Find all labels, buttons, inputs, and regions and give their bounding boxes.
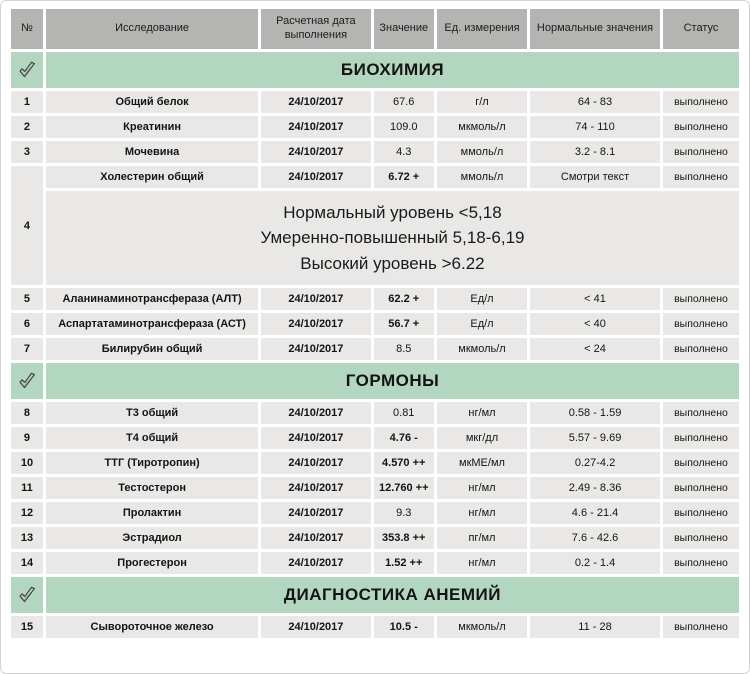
units: ммоль/л: [437, 166, 527, 188]
test-name: Креатинин: [46, 116, 258, 138]
table-row: [11, 477, 739, 499]
comment-line: Нормальный уровень <5,18: [283, 202, 502, 222]
row-number: 13: [11, 527, 43, 549]
table-row: [11, 427, 739, 449]
units: нг/мл: [437, 502, 527, 524]
status-label: выполнено: [663, 616, 739, 638]
table-row: [11, 116, 739, 138]
units: нг/мл: [437, 552, 527, 574]
status-label: выполнено: [663, 338, 739, 360]
check-icon: [17, 371, 37, 391]
column-header-units: Ед. измерения: [437, 9, 527, 49]
row-number: 10: [11, 452, 43, 474]
result-value: 4.3: [374, 141, 434, 163]
status-label: выполнено: [663, 502, 739, 524]
table-row: [11, 166, 739, 188]
normal-range: < 24: [530, 338, 660, 360]
status-label: выполнено: [663, 552, 739, 574]
normal-range: < 40: [530, 313, 660, 335]
result-value: 12.760 ++: [374, 477, 434, 499]
status-label: выполнено: [663, 452, 739, 474]
normal-range: < 41: [530, 288, 660, 310]
status-label: выполнено: [663, 91, 739, 113]
row-number: 6: [11, 313, 43, 335]
status-label: выполнено: [663, 166, 739, 188]
table-row: [11, 313, 739, 335]
column-header-normal: Нормальные значения: [530, 9, 660, 49]
test-name: Сывороточное железо: [46, 616, 258, 638]
test-name: Холестерин общий: [46, 166, 258, 188]
units: мкмоль/л: [437, 616, 527, 638]
row-number: 11: [11, 477, 43, 499]
section-check-cell: [11, 52, 43, 88]
column-header-date: Расчетная дата выполнения: [261, 9, 370, 49]
normal-range: 2.49 - 8.36: [530, 477, 660, 499]
normal-range: 0.27-4.2: [530, 452, 660, 474]
check-icon: [17, 585, 37, 605]
test-name: ТТГ (Тиротропин): [46, 452, 258, 474]
status-label: выполнено: [663, 141, 739, 163]
table-row: [11, 552, 739, 574]
comment-line: Высокий уровень >6.22: [300, 253, 485, 273]
table-body: [11, 52, 739, 638]
table-row: [11, 338, 739, 360]
result-value: 109.0: [374, 116, 434, 138]
result-date: 24/10/2017: [261, 502, 370, 524]
status-label: выполнено: [663, 288, 739, 310]
table-header: [11, 9, 739, 49]
row-number: 2: [11, 116, 43, 138]
units: нг/мл: [437, 477, 527, 499]
result-value: 1.52 ++: [374, 552, 434, 574]
test-name: Т4 общий: [46, 427, 258, 449]
test-name: Тестостерон: [46, 477, 258, 499]
section-title: БИОХИМИЯ: [46, 52, 739, 88]
normal-range: 0.2 - 1.4: [530, 552, 660, 574]
test-name: Мочевина: [46, 141, 258, 163]
row-number: 7: [11, 338, 43, 360]
section-title: ГОРМОНЫ: [46, 363, 739, 399]
test-name: Аспартатаминотрансфераза (АСТ): [46, 313, 258, 335]
normal-range: 5.57 - 9.69: [530, 427, 660, 449]
status-label: выполнено: [663, 313, 739, 335]
normal-range: 0.58 - 1.59: [530, 402, 660, 424]
status-label: выполнено: [663, 116, 739, 138]
check-icon: [17, 60, 37, 80]
column-header-value: Значение: [374, 9, 434, 49]
units: пг/мл: [437, 527, 527, 549]
result-date: 24/10/2017: [261, 452, 370, 474]
table-row: [11, 402, 739, 424]
normal-range: 3.2 - 8.1: [530, 141, 660, 163]
test-name: Т3 общий: [46, 402, 258, 424]
units: Ед/л: [437, 288, 527, 310]
row-number: 3: [11, 141, 43, 163]
units: мкмоль/л: [437, 116, 527, 138]
result-date: 24/10/2017: [261, 313, 370, 335]
test-name: Пролактин: [46, 502, 258, 524]
result-date: 24/10/2017: [261, 116, 370, 138]
result-value: 62.2 +: [374, 288, 434, 310]
units: мкг/дл: [437, 427, 527, 449]
results-table: [8, 6, 742, 641]
status-label: выполнено: [663, 427, 739, 449]
result-date: 24/10/2017: [261, 552, 370, 574]
column-header-num: №: [11, 9, 43, 49]
normal-range: 7.6 - 42.6: [530, 527, 660, 549]
units: Ед/л: [437, 313, 527, 335]
result-value: 353.8 ++: [374, 527, 434, 549]
status-label: выполнено: [663, 477, 739, 499]
row-number: 14: [11, 552, 43, 574]
result-date: 24/10/2017: [261, 338, 370, 360]
result-value: 9.3: [374, 502, 434, 524]
table-row: [11, 616, 739, 638]
table-row: [11, 527, 739, 549]
status-label: выполнено: [663, 402, 739, 424]
result-value: 0.81: [374, 402, 434, 424]
row-number: 15: [11, 616, 43, 638]
result-value: 56.7 +: [374, 313, 434, 335]
test-name: Эстрадиол: [46, 527, 258, 549]
normal-range: Смотри текст: [530, 166, 660, 188]
section-row: [11, 363, 739, 399]
normal-range: 74 - 110: [530, 116, 660, 138]
section-check-cell: [11, 577, 43, 613]
table-row: [11, 91, 739, 113]
result-date: 24/10/2017: [261, 141, 370, 163]
section-row: [11, 52, 739, 88]
result-comment: [46, 191, 739, 285]
normal-range: 4.6 - 21.4: [530, 502, 660, 524]
row-number: 12: [11, 502, 43, 524]
row-number: 8: [11, 402, 43, 424]
normal-range: 11 - 28: [530, 616, 660, 638]
result-value: 10.5 -: [374, 616, 434, 638]
status-label: выполнено: [663, 527, 739, 549]
section-title: ДИАГНОСТИКА АНЕМИЙ: [46, 577, 739, 613]
result-date: 24/10/2017: [261, 477, 370, 499]
units: мкМЕ/мл: [437, 452, 527, 474]
section-row: [11, 577, 739, 613]
result-date: 24/10/2017: [261, 527, 370, 549]
column-header-status: Статус: [663, 9, 739, 49]
row-number: 9: [11, 427, 43, 449]
column-header-name: Исследование: [46, 9, 258, 49]
test-name: Прогестерон: [46, 552, 258, 574]
table-row: [11, 452, 739, 474]
result-value: 4.76 -: [374, 427, 434, 449]
row-number: 5: [11, 288, 43, 310]
result-date: 24/10/2017: [261, 402, 370, 424]
comment-line: Умеренно-повышенный 5,18-6,19: [260, 228, 525, 248]
row-number: 4: [11, 166, 43, 285]
units: мкмоль/л: [437, 338, 527, 360]
result-value: 6.72 +: [374, 166, 434, 188]
table-row: [11, 141, 739, 163]
result-date: 24/10/2017: [261, 427, 370, 449]
test-name: Билирубин общий: [46, 338, 258, 360]
result-date: 24/10/2017: [261, 616, 370, 638]
units: нг/мл: [437, 402, 527, 424]
table-row: [11, 502, 739, 524]
result-date: 24/10/2017: [261, 288, 370, 310]
section-check-cell: [11, 363, 43, 399]
normal-range: 64 - 83: [530, 91, 660, 113]
header-row: [11, 9, 739, 49]
test-name: Аланинаминотрансфераза (АЛТ): [46, 288, 258, 310]
comment-row: [11, 191, 739, 285]
result-value: 8.5: [374, 338, 434, 360]
result-value: 4.570 ++: [374, 452, 434, 474]
result-date: 24/10/2017: [261, 166, 370, 188]
test-name: Общий белок: [46, 91, 258, 113]
result-value: 67.6: [374, 91, 434, 113]
units: г/л: [437, 91, 527, 113]
row-number: 1: [11, 91, 43, 113]
units: ммоль/л: [437, 141, 527, 163]
result-date: 24/10/2017: [261, 91, 370, 113]
table-row: [11, 288, 739, 310]
